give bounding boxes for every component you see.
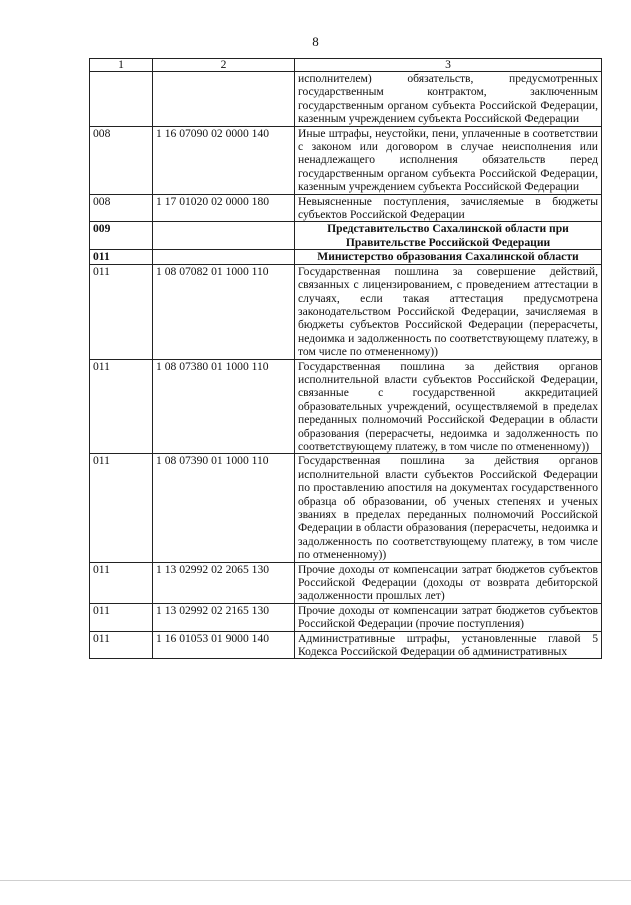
revenue-code-cell: 1 08 07390 01 1000 110 <box>153 454 295 562</box>
admin-code-cell: 008 <box>90 126 153 194</box>
admin-code-cell: 011 <box>90 562 153 603</box>
table-section-row <box>90 250 602 264</box>
table-row <box>90 359 602 454</box>
admin-code-cell: 011 <box>90 454 153 562</box>
admin-code-cell: 011 <box>90 631 153 659</box>
revenue-code-cell: 1 13 02992 02 2165 130 <box>153 603 295 631</box>
page-number: 8 <box>312 34 319 49</box>
admin-code-cell: 011 <box>90 250 153 264</box>
table-section-row <box>90 222 602 250</box>
page-bottom-rule <box>0 880 631 881</box>
description-cell: Государственная пошлина за совершение действий, связанных с лицензированием, с проведением аттестации в случаях, если такая аттестация предусмотрена законодательством Российской Федерации, зачисляемая в бюджеты субъектов Российской Федерации (перерасчеты, недоимка и задолженность по соответствующему платежу, в том числе по отмененному)) <box>295 264 602 359</box>
description-cell: Министерство образования Сахалинской области <box>295 250 602 264</box>
table-body <box>90 72 602 659</box>
table-row <box>90 454 602 562</box>
description-cell: Государственная пошлина за действия органов исполнительной власти субъектов Российской Федерации, связанные с государственной аккредитацией образовательных учреждений, осуществляемой в пределах переданных полномочий Российской Федерации в области образования (перерасчеты, недоимка и задолженность по соответствующему платежу, в том числе по отмененному)) <box>295 359 602 454</box>
admin-code-cell: 011 <box>90 359 153 454</box>
admin-code-cell: 011 <box>90 264 153 359</box>
column-header-2: 2 <box>153 59 295 72</box>
admin-code-cell: 011 <box>90 603 153 631</box>
table-row <box>90 194 602 222</box>
revenue-code-cell <box>153 250 295 264</box>
table-row <box>90 603 602 631</box>
table-row <box>90 264 602 359</box>
table-row <box>90 631 602 659</box>
table-row <box>90 126 602 194</box>
revenue-code-cell: 1 13 02992 02 2065 130 <box>153 562 295 603</box>
admin-code-cell <box>90 72 153 127</box>
description-cell: Иные штрафы, неустойки, пени, уплаченные в соответствии с законом или договором в случае неисполнения или ненадлежащего исполнения обязательств перед государственным органом субъекта Российской Федерации, казенным учреждением субъекта Российской Федерации <box>295 126 602 194</box>
column-number-row <box>90 59 602 72</box>
revenue-code-cell <box>153 72 295 127</box>
column-header-3: 3 <box>295 59 602 72</box>
column-header-1: 1 <box>90 59 153 72</box>
description-cell: исполнителем) обязательств, предусмотренных государственным контрактом, заключенным государственным органом субъекта Российской Федерации, казенным учреждением субъекта Российской Федерации <box>295 72 602 127</box>
description-cell: Невыясненные поступления, зачисляемые в бюджеты субъектов Российской Федерации <box>295 194 602 222</box>
description-cell: Представительство Сахалинской области при Правительстве Российской Федерации <box>295 222 602 250</box>
table-row <box>90 72 602 127</box>
revenue-code-cell: 1 16 07090 02 0000 140 <box>153 126 295 194</box>
revenue-code-cell: 1 16 01053 01 9000 140 <box>153 631 295 659</box>
admin-code-cell: 009 <box>90 222 153 250</box>
admin-code-cell: 008 <box>90 194 153 222</box>
revenue-codes-table <box>89 58 602 659</box>
table-row <box>90 562 602 603</box>
revenue-code-cell: 1 08 07380 01 1000 110 <box>153 359 295 454</box>
description-cell: Прочие доходы от компенсации затрат бюджетов субъектов Российской Федерации (прочие поступления) <box>295 603 602 631</box>
description-cell: Государственная пошлина за действия органов исполнительной власти субъектов Российской Федерации по проставлению апостиля на документах государственного образца об образовании, об ученых степенях и ученых званиях в пределах переданных полномочий Российской Федерации в области образования (перерасчеты, недоимка и задолженность по соответствующему платежу, в том числе по отмененному)) <box>295 454 602 562</box>
revenue-code-cell: 1 08 07082 01 1000 110 <box>153 264 295 359</box>
revenue-code-cell <box>153 222 295 250</box>
revenue-code-cell: 1 17 01020 02 0000 180 <box>153 194 295 222</box>
description-cell: Прочие доходы от компенсации затрат бюджетов субъектов Российской Федерации (доходы от возврата дебиторской задолженности прошлых лет) <box>295 562 602 603</box>
description-cell: Административные штрафы, установленные главой 5 Кодекса Российской Федерации об административных <box>295 631 602 659</box>
